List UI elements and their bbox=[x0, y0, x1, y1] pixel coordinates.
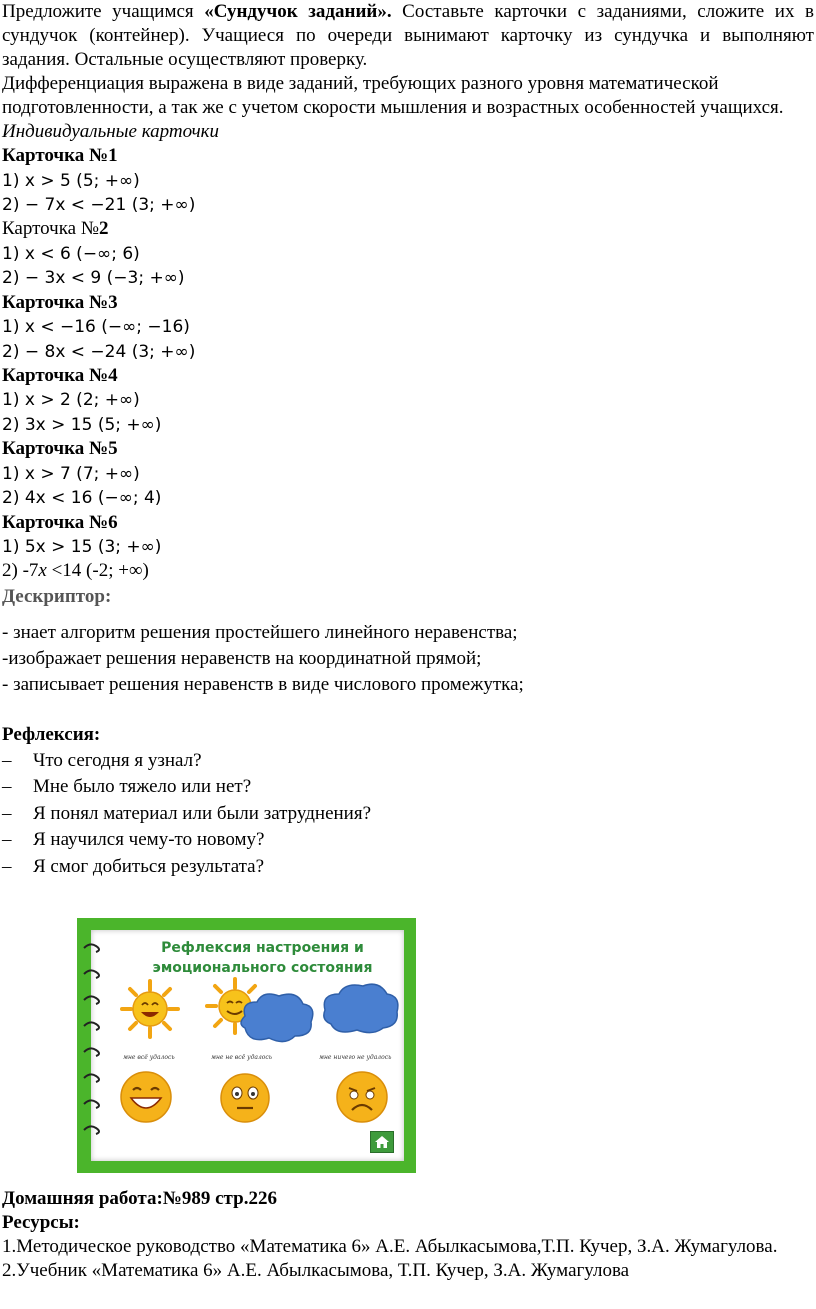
resources-heading: Ресурсы: bbox=[2, 1212, 80, 1233]
card-task: 2) 4x < 16 (−∞; 4) bbox=[2, 488, 162, 509]
intro-bold-title: «Сундучок заданий». bbox=[204, 1, 392, 22]
card-task: 2) − 3x < 9 (−3; +∞) bbox=[2, 268, 185, 289]
descriptor-item: - записывает решения неравенств в виде числового промежутка; bbox=[2, 673, 524, 695]
card-task: 1) x > 7 (7; +∞) bbox=[2, 463, 140, 484]
caption-happy: мне всё удалось bbox=[123, 1054, 175, 1061]
card-title: Карточка №5 bbox=[2, 438, 118, 460]
sad-face-icon bbox=[335, 1070, 389, 1124]
homework-label: Домашняя работа: bbox=[2, 1188, 163, 1209]
spiral-ring-icon bbox=[82, 1124, 104, 1136]
card-title: Карточка №4 bbox=[2, 364, 118, 386]
card-task: 1) x > 2 (2; +∞) bbox=[2, 390, 140, 411]
spiral-ring-icon bbox=[82, 1020, 104, 1032]
spiral-ring-icon bbox=[82, 994, 104, 1006]
mood-reflection-picture bbox=[77, 918, 416, 1173]
laughing-face-icon bbox=[119, 1070, 173, 1124]
happy-sun-icon bbox=[119, 978, 181, 1040]
card-task: 1) x > 5 (5; +∞) bbox=[2, 170, 140, 191]
card-task: 2) 3x > 15 (5; +∞) bbox=[2, 414, 162, 435]
list-item: – Что сегодня я узнал? bbox=[2, 749, 202, 771]
bottom-section bbox=[2, 1187, 814, 1283]
neutral-face-icon bbox=[219, 1072, 271, 1124]
spiral-ring-icon bbox=[82, 942, 104, 954]
card-title: Карточка №1 bbox=[2, 145, 118, 166]
reflection-list bbox=[2, 748, 814, 881]
card-4 bbox=[2, 364, 814, 437]
spiral-ring-icon bbox=[82, 1046, 104, 1058]
reflection-heading: Рефлексия: bbox=[2, 723, 101, 745]
card-title: Карточка №6 bbox=[2, 511, 118, 533]
resource-item: 1.Методическое руководство «Математика 6» А.Е. Абылкасымова,Т.П. Кучер, З.А. Жумагулова. bbox=[2, 1236, 778, 1257]
home-icon bbox=[371, 1132, 393, 1152]
card-task: 1) 5x > 15 (3; +∞) bbox=[2, 537, 162, 558]
homework-value: №989 стр.226 bbox=[162, 1188, 277, 1209]
card-5 bbox=[2, 437, 814, 510]
card-task: 1) x < 6 (−∞; 6) bbox=[2, 243, 140, 264]
spiral-ring-icon bbox=[82, 968, 104, 980]
caption-sad: мне ничего не удалось bbox=[319, 1054, 392, 1061]
list-item: – Я научился чему-то новому? bbox=[2, 829, 265, 851]
slide-title: Рефлексия настроения и эмоционального состояния bbox=[152, 940, 373, 976]
card-3 bbox=[2, 291, 814, 364]
spiral-ring-icon bbox=[82, 1072, 104, 1084]
differentiation-paragraph: Дифференциация выражена в виде заданий, требующих разного уровня математической подготовленности, а так же с учетом скорости мышления и возрастных особенностей учащихся. bbox=[2, 73, 784, 118]
home-button[interactable] bbox=[370, 1131, 394, 1153]
rain-cloud-icon bbox=[319, 980, 401, 1036]
spiral-ring-icon bbox=[82, 1098, 104, 1110]
intro-paragraph bbox=[2, 0, 814, 72]
sun-behind-cloud-icon bbox=[205, 976, 317, 1046]
card-title: Карточка №3 bbox=[2, 291, 118, 313]
list-item: – Я смог добиться результата? bbox=[2, 855, 265, 877]
card-2 bbox=[2, 217, 814, 290]
slide-page bbox=[91, 930, 404, 1161]
card-task: 1) x < −16 (−∞; −16) bbox=[2, 317, 190, 338]
descriptor-heading: Дескриптор: bbox=[2, 585, 112, 607]
descriptor-item: -изображает решения неравенств на координатной прямой; bbox=[2, 647, 482, 669]
intro-text-cont: Составьте карточки с заданиями, сложите их в сундучок (контейнер). Учащиеся по очереди вынимают карточку из сундучка и выполняют задания. Остальные осуществляют проверку. bbox=[2, 1, 814, 70]
intro-text: Предложите учащимся bbox=[2, 1, 205, 22]
card-6 bbox=[2, 511, 814, 584]
card-1 bbox=[2, 144, 814, 217]
list-item: – Мне было тяжело или нет? bbox=[2, 776, 252, 798]
resource-item: 2.Учебник «Математика 6» А.Е. Абылкасымова, Т.П. Кучер, З.А. Жумагулова bbox=[2, 1260, 630, 1281]
list-item: – Я понял материал или были затруднения? bbox=[2, 802, 372, 824]
card-task: 2) − 8x < −24 (3; +∞) bbox=[2, 341, 196, 362]
card-task: 2) -7x <14 (-2; +∞) bbox=[2, 560, 149, 582]
card-task: 2) − 7x < −21 (3; +∞) bbox=[2, 194, 196, 215]
individual-cards-heading: Индивидуальные карточки bbox=[2, 121, 220, 142]
descriptor-item: - знает алгоритм решения простейшего линейного неравенства; bbox=[2, 621, 518, 643]
caption-neutral: мне не всё удалось bbox=[211, 1054, 273, 1061]
card-title: Карточка №2 bbox=[2, 218, 109, 240]
